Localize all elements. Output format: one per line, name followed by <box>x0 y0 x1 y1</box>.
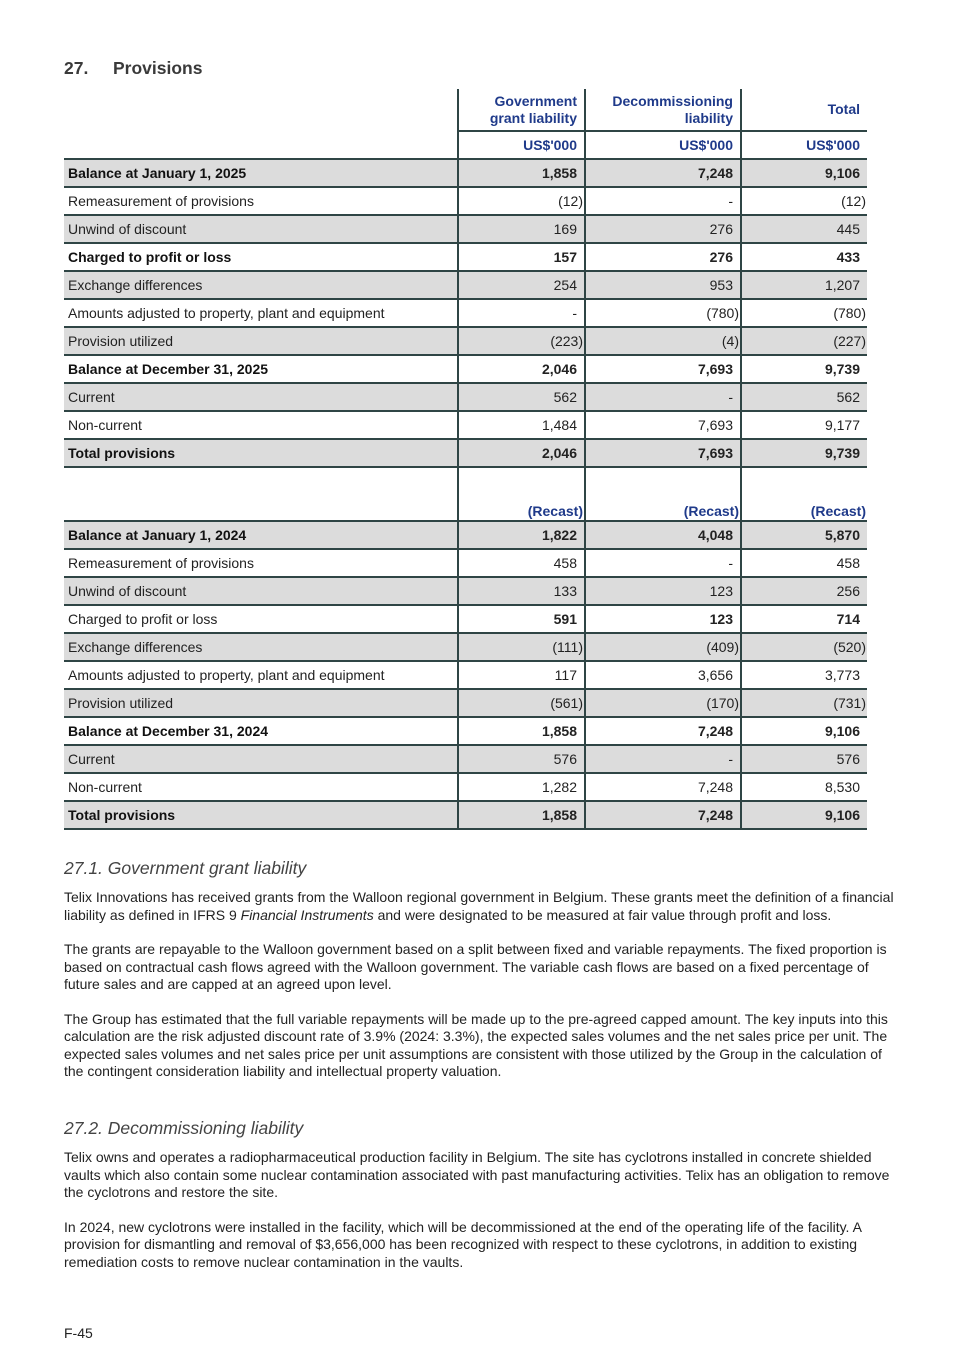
section-heading: 27.2. Decommissioning liability <box>64 1118 304 1138</box>
row-label: Current <box>64 745 458 773</box>
cell-value: (520) <box>741 633 867 661</box>
row-label: Balance at January 1, 2024 <box>64 521 458 549</box>
row-label: Balance at December 31, 2025 <box>64 355 458 383</box>
cell-value: (12) <box>741 187 867 215</box>
units-header-row <box>64 131 867 159</box>
section-title: Provisions <box>113 58 203 78</box>
cell-value: 7,693 <box>585 355 741 383</box>
table-row <box>64 439 867 467</box>
row-label: Provision utilized <box>64 689 458 717</box>
cell-value: 256 <box>741 577 867 605</box>
table-row <box>64 187 867 215</box>
provisions-table <box>64 89 867 830</box>
table-row <box>64 299 867 327</box>
row-label: Non-current <box>64 411 458 439</box>
paragraph: The grants are repayable to the Walloon government based on a split between fixed and variable repayments. The fixed proportion is based on contractual cash flows agreed with the Walloon government. The variable cash flows are based on a fixed percentage of future sales and are capped at an agreed upon level. <box>64 941 887 992</box>
table-row <box>64 661 867 689</box>
section-decommissioning-liability <box>64 1118 904 1288</box>
row-label: Provision utilized <box>64 327 458 355</box>
row-label: Total provisions <box>64 801 458 829</box>
recast-label: (Recast) <box>585 467 741 521</box>
cell-value: - <box>585 187 741 215</box>
cell-value: 7,248 <box>585 773 741 801</box>
cell-value: 433 <box>741 243 867 271</box>
row-label: Balance at December 31, 2024 <box>64 717 458 745</box>
row-label: Exchange differences <box>64 633 458 661</box>
row-label: Exchange differences <box>64 271 458 299</box>
cell-value: 8,530 <box>741 773 867 801</box>
table-row <box>64 633 867 661</box>
cell-value: 953 <box>585 271 741 299</box>
cell-value: 7,693 <box>585 439 741 467</box>
table-row <box>64 549 867 577</box>
cell-value: 5,870 <box>741 521 867 549</box>
column-header-row <box>64 89 867 131</box>
header-blank <box>64 467 458 521</box>
cell-value: 9,106 <box>741 801 867 829</box>
cell-value: (731) <box>741 689 867 717</box>
table-row <box>64 773 867 801</box>
cell-value: (227) <box>741 327 867 355</box>
cell-value: 9,739 <box>741 355 867 383</box>
header-blank <box>64 131 458 159</box>
table-row <box>64 327 867 355</box>
row-label: Balance at January 1, 2025 <box>64 159 458 187</box>
cell-value: 2,046 <box>458 355 585 383</box>
unit-label: US$'000 <box>585 131 741 159</box>
paragraph: In 2024, new cyclotrons were installed in the facility, which will be decommissioned at the end of the operating life of the facility. A provision for dismantling and removal of $3,656,000 has been recognized with respect to these cyclotrons, in addition to existing remediation costs to remove nuclear contamination in the vaults. <box>64 1218 862 1270</box>
cell-value: 576 <box>458 745 585 773</box>
recast-header-row <box>64 467 867 521</box>
cell-value: 1,282 <box>458 773 585 801</box>
cell-value: 714 <box>741 605 867 633</box>
cell-value: 254 <box>458 271 585 299</box>
section-number: 27. <box>64 58 89 78</box>
cell-value: 1,858 <box>458 159 585 187</box>
row-label: Charged to profit or loss <box>64 243 458 271</box>
cell-value: (561) <box>458 689 585 717</box>
cell-value: 9,106 <box>741 159 867 187</box>
cell-value: 2,046 <box>458 439 585 467</box>
cell-value: 7,248 <box>585 159 741 187</box>
header-blank <box>64 89 458 131</box>
recast-label: (Recast) <box>741 467 867 521</box>
cell-value: (12) <box>458 187 585 215</box>
cell-value: (4) <box>585 327 741 355</box>
cell-value: 562 <box>741 383 867 411</box>
cell-value: 9,177 <box>741 411 867 439</box>
table-row <box>64 521 867 549</box>
row-label: Unwind of discount <box>64 577 458 605</box>
cell-value: 1,207 <box>741 271 867 299</box>
unit-label: US$'000 <box>458 131 585 159</box>
table-row <box>64 605 867 633</box>
row-label: Charged to profit or loss <box>64 605 458 633</box>
table-row <box>64 383 867 411</box>
section-government-grant-liability <box>64 858 904 1098</box>
cell-value: 458 <box>741 549 867 577</box>
cell-value: 123 <box>585 577 741 605</box>
recast-label: (Recast) <box>458 467 585 521</box>
cell-value: (111) <box>458 633 585 661</box>
paragraph: Telix Innovations has received grants from the Walloon regional government in Belgium. These grants meet the definition of a financial liability as defined in IFRS 9 Financial Instruments and were designated to be measured at fair value through profit and loss. <box>64 889 894 923</box>
table-row <box>64 271 867 299</box>
cell-value: 3,773 <box>741 661 867 689</box>
italic-term: Financial Instruments <box>240 906 374 923</box>
cell-value: - <box>458 299 585 327</box>
cell-value: 276 <box>585 215 741 243</box>
table-row <box>64 215 867 243</box>
row-label: Amounts adjusted to property, plant and equipment <box>64 299 458 327</box>
row-label: Current <box>64 383 458 411</box>
cell-value: - <box>585 549 741 577</box>
cell-value: 7,248 <box>585 801 741 829</box>
table-row <box>64 745 867 773</box>
table-row <box>64 159 867 187</box>
cell-value: 7,693 <box>585 411 741 439</box>
cell-value: 4,048 <box>585 521 741 549</box>
cell-value: 591 <box>458 605 585 633</box>
cell-value: 1,858 <box>458 717 585 745</box>
cell-value: 3,656 <box>585 661 741 689</box>
row-label: Amounts adjusted to property, plant and equipment <box>64 661 458 689</box>
table-row <box>64 717 867 745</box>
cell-value: 445 <box>741 215 867 243</box>
section-heading: 27.1. Government grant liability <box>64 858 307 878</box>
column-header-decommissioning: Decommissioning liability <box>585 89 741 131</box>
column-header-government-grant: Government grant liability <box>458 89 585 131</box>
cell-value: (170) <box>585 689 741 717</box>
cell-value: 157 <box>458 243 585 271</box>
table-row <box>64 243 867 271</box>
row-label: Unwind of discount <box>64 215 458 243</box>
cell-value: 123 <box>585 605 741 633</box>
table-row <box>64 411 867 439</box>
cell-value: (409) <box>585 633 741 661</box>
cell-value: (223) <box>458 327 585 355</box>
cell-value: 133 <box>458 577 585 605</box>
cell-value: 9,106 <box>741 717 867 745</box>
cell-value: 576 <box>741 745 867 773</box>
paragraph: The Group has estimated that the full variable repayments will be made up to the pre-agreed capped amount. The key inputs into this calculation are the risk adjusted discount rate of 3.9% (2024: 3.3%), the expected sales volumes and the net sales price per unit. The expected sales volumes and net sales price per unit assumptions are consistent with those utilized by the Group in the calculation of the contingent consideration liability and intellectual property valuation. <box>64 1010 888 1079</box>
unit-label: US$'000 <box>741 131 867 159</box>
cell-value: 9,739 <box>741 439 867 467</box>
row-label: Non-current <box>64 773 458 801</box>
cell-value: 117 <box>458 661 585 689</box>
cell-value: (780) <box>585 299 741 327</box>
cell-value: 562 <box>458 383 585 411</box>
column-header-total: Total <box>741 89 867 131</box>
row-label: Remeasurement of provisions <box>64 549 458 577</box>
table-row <box>64 577 867 605</box>
cell-value: 458 <box>458 549 585 577</box>
page-number: F-45 <box>64 1325 93 1341</box>
table-row <box>64 355 867 383</box>
paragraph: Telix owns and operates a radiopharmaceutical production facility in Belgium. The site has cyclotrons installed in concrete shielded vaults which also contain some nuclear contamination associated with past manufacturing activities. Telix has an obligation to remove the cyclotrons and restore the site. <box>64 1149 890 1200</box>
cell-value: 169 <box>458 215 585 243</box>
cell-value: 1,484 <box>458 411 585 439</box>
cell-value: 276 <box>585 243 741 271</box>
cell-value: - <box>585 745 741 773</box>
row-label: Remeasurement of provisions <box>64 187 458 215</box>
cell-value: 1,822 <box>458 521 585 549</box>
table-row <box>64 689 867 717</box>
cell-value: 7,248 <box>585 717 741 745</box>
cell-value: - <box>585 383 741 411</box>
cell-value: 1,858 <box>458 801 585 829</box>
table-row <box>64 801 867 829</box>
cell-value: (780) <box>741 299 867 327</box>
row-label: Total provisions <box>64 439 458 467</box>
page-title <box>64 58 202 79</box>
